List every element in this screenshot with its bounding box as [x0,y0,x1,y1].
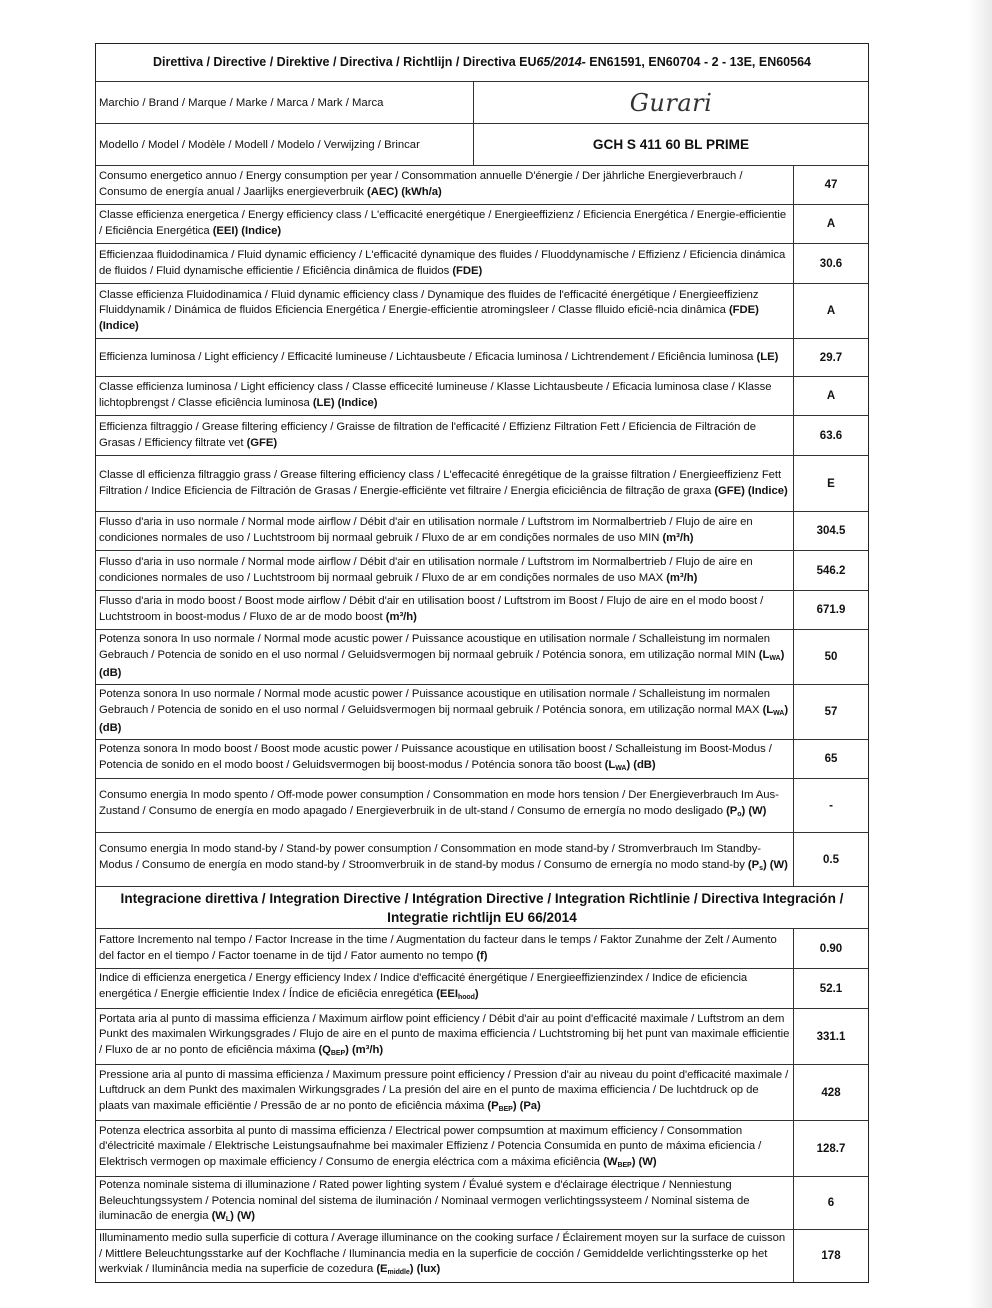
row-label: Classe dl efficienza filtraggio grass / Grease filtering efficiency class / L'effecacité énregétique de la graisse filtration / Energieeffizienz Fett Filtration / Indice Eficiencia de Filtración de Grasas / Energie-efficiënte vet filtraire / Energia eficiciência de filtração de graxa (GFE) (Indice) [99,468,788,497]
row-value: E [793,456,868,511]
brand-row [96,82,868,124]
row-label: Potenza nominale sistema di illuminazione / Rated power lighting system / Évalué system e d'éclairage électrique / Nenniestung Beleuchtungssystem / Potencia nominal del sistema de iluminación / Nominaal vermogen verlichtingssysteem / Nominal sistema de iluminacão de energia $(W_L)$ (W) [99,1179,750,1224]
row-value: 0.5 [793,833,868,886]
row-label: Flusso d'aria in modo boost / Boost mode airflow / Débit d'air en utilisation boost / Luftstrom im Boost / Flujo de aire en el modo boost / Luchtstroom in boost-modus / Fluxo de ar de modo boost (m³/h) [99,595,764,623]
row-label: Potenza electrica assorbita al punto di massima efficienza / Electrical power compsumtion at maximum efficiency / Consommation d'électricité maximale / Elektrische Leistungsaufnahme bei maximaler Effizienz / Potencia Consumida en punto de máxima eficiencia / Elektrisch vermogen op maximale efficiency / Consumo de energia eléctrica com a máxima eficiência $(W_{BEP})$ (W) [99,1124,762,1169]
row-label: Efficienza luminosa / Light efficiency / Efficacité lumineuse / Lichtausbeute / Eficacia luminosa / Lichtrendement / Eficiência luminosa (LE) [99,350,779,363]
row-value: 178 [793,1230,868,1282]
model-label: Modello / Model / Modèle / Modell / Modelo / Verwijzing / Brincar [99,138,420,151]
row-value: A [793,205,868,243]
table-row [96,779,868,833]
table-row [96,339,868,377]
table-row [96,551,868,591]
row-value: 6 [793,1177,868,1229]
table-row [96,630,868,685]
page-edge-shadow [968,0,992,1308]
row-label: Classe efficienza energetica / Energy efficiency class / L'efficacité energétique / Energieeffizienz / Eficiencia Energética / Energie-efficientie / Eficiência Energética (EEI) (Indice) [99,209,787,237]
row-label: Efficienza filtraggio / Grease filtering efficiency / Graisse de filtration de l'efficacité / Effizienz Filtration Fett / Eficiencia de Filtración de Grasas / Efficiency filtrate vet (GFE) [99,420,756,449]
row-value: 428 [793,1065,868,1120]
row-label: Flusso d'aria in uso normale / Normal mode airflow / Débit d'air en utilisation normale / Luftstrom im Normalbertrieb / Flujo de aire en condiciones normales de uso / Luchtstroom bij normaal gebruik / Fluxo de ar em condições normales de uso MIN (m³/h) [99,516,753,544]
directive-number: 65/2014 [536,55,582,69]
row-label: Consumo energia In modo spento / Off-mode power consumption / Consommation en mode hors tension / Der Energieverbrauch Im Aus-Zustand / Consumo de energía en modo apagado / Energieverbruik in de ult-stand / Consumo de ernergía no modo desligado $(P_o)$ (W) [99,789,779,818]
row-label: Potenza sonora In modo boost / Boost mode acustic power / Puissance acoustique en utilisation boost / Schalleistung im Boost-Modus / Potencia de sonido en el modo boost / Geluidsvermogen bij boost-modus / Poténcia sonora tão boost $(L_{WA})$ (dB) [99,742,772,772]
row-value: 671.9 [793,591,868,629]
row-label: Indice di efficienza energetica / Energy efficiency Index / Indice d'efficacité énergétique / Energieeffizienzindex / Indice de eficiencia energética / Energie efficientie Index / Índice de eficiêcia enregética $(EEI_{hood})$ [99,972,748,1001]
row-value: 65 [793,740,868,778]
row-value: 52.1 [793,969,868,1008]
table-row [96,284,868,339]
row-label: Potenza sonora In uso normale / Normal mode acustic power / Puissance acoustique en utilisation normale / Schalleistung im normalen Gebrauch / Potencia de sonido en el uso normal / Geluidsvermogen bij normaal gebruik / Poténcia sonora, em utilização normal MIN $(L_{WA})$ (dB) [99,633,785,680]
row-value: A [793,377,868,415]
directive-prefix: Direttiva / Directive / Direktive / Directiva / Richtlijn / Directiva EU [153,55,537,69]
row-label: Consumo energetico annuo / Energy consumption per year / Consommation annuelle D'énergie / Der jährliche Energieverbrauch / Consumo de energía anual / Jaarlijks energieverbruik (AEC) (kWh/a) [99,170,743,198]
table-row [96,1009,868,1065]
integration-header [96,887,868,928]
row-value: A [793,284,868,338]
row-value: 331.1 [793,1009,868,1064]
row-value: 304.5 [793,512,868,550]
table-row [96,456,868,512]
row-label: Classe efficienza Fluidodinamica / Fluid dynamic efficiency class / Dynamique des fluides de l'efficacité énergétique / Energieeffizienz Fluiddynamik / Dinámica de fluidos Eficiencia Energética / Energie-efficientie atromingsleer / Classe flluido eficiê-ncia dinâmica (FDE) (Indice) [99,288,759,332]
table-row [96,1177,868,1230]
table-row [96,166,868,205]
row-value: 57 [793,685,868,739]
table-row [96,685,868,740]
table-row [96,377,868,416]
row-label: Illuminamento medio sulla superficie di cottura / Average illuminance on the cooking surface / Éclairement moyen sur la surface de cuisson / Mittlere Beleuchtungsstarke auf der Kochflache / Iluminancia media en la superficie de cocción / Gemiddelde verlichtingssterke op het werkviak / Iluminância media na superficie de cozedura $(E_{middle})$ (lux) [99,1232,786,1277]
table-row [96,591,868,630]
integration-header-line2: Integratie richtlijn EU 66/2014 [387,909,577,925]
row-label: Flusso d'aria in uso normale / Normal mode airflow / Débit d'air en utilisation normale / Luftstrom im Normalbertrieb / Flujo de aire en condiciones normales de uso / Luchtstroom bij normaal gebruik / Fluxo de ar em condições normales de uso MAX (m³/h) [99,555,753,584]
row-label: Potenza sonora In uso normale / Normal mode acustic power / Puissance acoustique en utilisation normale / Schalleistung im normalen Gebrauch / Potencia de sonido en el uso normal / Geluidsvermogen bij normaal gebruik / Poténcia sonora, em utilização normal MAX $(L_{WA})$ (dB) [99,688,789,735]
row-value: 50 [793,630,868,684]
model-value [473,124,868,165]
row-label: Portata aria al punto di massima efficienza / Maximum airflow point efficiency / Débit d'air au point d'efficacité maximale / Luftstrom an dem Punkt des maximalen Wirkungsgrades / Flujo de aire en el punto de maxima efficiencia / Luchtstroming bij het punt van maximale efficientie / Fluxo de ar no ponto de eficiência máxima $(Q_{BEP})$ (m³/h) [99,1012,790,1057]
table-row [96,1065,868,1121]
row-label: Pressione aria al punto di massima efficienza / Maximum pressure point efficiency / Pression d'air au niveau du point d'efficacité maximale / Luftdruck an dem Punkt des maximalen Wirkungsgrades / La presión del aire en el punto de maxima efficiencia / De luchtdruck op de plaats van maximale efficiëntie / Pressão de ar no ponto de eficiência máxima $(P_{BEP})$ (Pa) [99,1068,789,1113]
table-row [96,929,868,969]
integration-header-row [96,887,868,929]
brand-logo: Gurari [629,88,713,117]
row-value: 128.7 [793,1121,868,1176]
row-value: 546.2 [793,551,868,590]
integration-header-line1: Integracione direttiva / Integration Directive / Intégration Directive / Integration Richtlinie / Directiva Integración / [120,890,844,906]
table-row [96,512,868,551]
table-row [96,244,868,284]
table-row [96,205,868,244]
row-label: Consumo energia In modo stand-by / Stand-by power consumption / Consommation en mode stand-by / Stromverbrauch Im Standby-Modus / Consumo de energía en modo stand-by / Stroomverbruik in de stand-by modus / Consumo de ernergía no modo stand-by $(P_s)$ (W) [99,843,788,872]
row-label: Fattore Incremento nal tempo / Factor Increase in the time / Augmentation du facteur dans le temps / Faktor Zunahme der Zelt / Aumento del factor en el tiempo / Factor toename in de tijd / Fator aumento no tempo (f) [99,933,777,962]
row-value: 63.6 [793,416,868,455]
row-value: 30.6 [793,244,868,283]
directive-header-row [96,44,868,82]
table-row [96,1121,868,1177]
directive-header [96,44,868,81]
energy-label-table [95,43,869,1283]
directive-suffix: - EN61591, EN60704 - 2 - 13E, EN60564 [581,55,811,69]
row-value: 0.90 [793,929,868,968]
row-value: 29.7 [793,339,868,376]
brand-value [473,82,868,123]
table-row [96,969,868,1009]
model-name: GCH S 411 60 BL PRIME [592,137,750,152]
row-label: Classe efficienza luminosa / Light efficiency class / Classe efficecité lumineuse / Klasse Lichtausbeute / Eficacia luminosa clase / Klasse lichtopbrengst / Classe eficiência luminosa (LE) (Indice) [99,381,772,409]
table-row [96,416,868,456]
row-value: 47 [793,166,868,204]
table-row [96,740,868,779]
model-row [96,124,868,166]
row-value: - [793,779,868,832]
row-label: Efficienzaa fluidodinamica / Fluid dynamic efficiency / L'efficacité dynamique des fluides / Fluoddynamische / Effizienz / Eficiencia dinámica de fluidos / Fluid dynamische efficientie / Eficiência dinâmica de fluidos (FDE) [99,248,786,277]
table-row [96,833,868,887]
brand-label: Marchio / Brand / Marque / Marke / Marca / Mark / Marca [99,96,384,109]
table-row [96,1230,868,1282]
